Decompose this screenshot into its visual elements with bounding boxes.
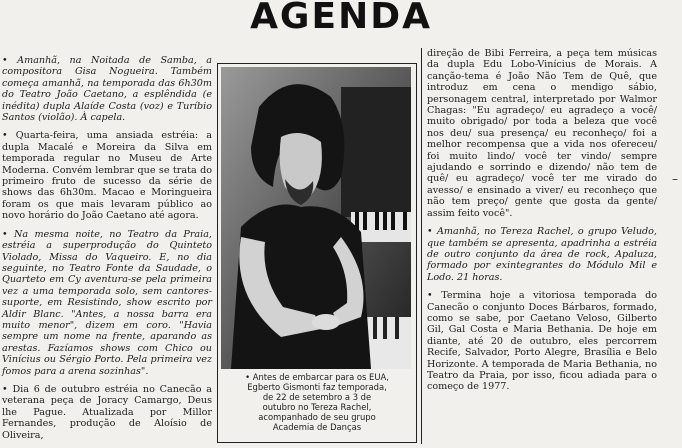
caption-line: Egberto Gismonti faz temporada, [247, 382, 387, 392]
left-column [2, 55, 212, 448]
caption-line: • Antes de embarcar para os EUA, [245, 372, 389, 382]
page-title: AGENDA [250, 0, 432, 37]
photo-caption [222, 372, 412, 432]
caption-line: acompanhado de seu grupo [258, 412, 376, 422]
paragraph-noitada: • Amanhã, na Noitada de Samba, a compositora Gisa Nogueira. Também começa amanhã, na temporada das 6h30m do Teatro João Caetano, a esplêndida (e inédita) dupla Alaíde Costa (voz) e Turíbio Santos (violão). À capela. [2, 55, 212, 124]
column-divider [421, 48, 422, 444]
paragraph-doces-barbaros: • Termina hoje a vitoriosa temporada do Canecão o conjunto Doces Bárbaros, formado, como se sabe, por Caetano Veloso, Gilberto Gil, Gal Costa e Maria Bethania. De hoje em diante, até 20 de outubro, eles percorrem Recife, Salvador, Porto Alegre, Brasília e Belo Horizonte. A temporada de Maria Bethania, no Teatro da Praia, por isso, ficou adiada para o começo de 1977. [427, 290, 657, 393]
paragraph-veludo: • Amanhã, no Tereza Rachel, o grupo Veludo, que também se apresenta, apadrinha a estréia de outro conjunto da área de rock, Apaluza, formado por exintegrantes do Módulo Mil e Lodo. 21 horas. [427, 226, 657, 283]
caption-line: Academia de Danças [272, 422, 362, 432]
paragraph-bibi-ferreira: direção de Bibi Ferreira, a peça tem músicas da dupla Edu Lobo-Vinícius de Morais. A canção-tema é João Não Tem de Quê, que introduz em cena o mendigo sábio, personagem central, interpretado por Walmor Chagas: "Eu agradeço/ eu agradeço a você/ muito obrigado/ por toda a beleza que você nos deu/ sua presença/ eu reconheço/ foi a melhor recompensa que a vida nos ofereceu/ foi muito lindo/ você ter vindo/ sempre ajudando e sorrindo e dizendo/ não tem de quê/ eu agradeço/ você ter me virado do avesso/ e ensinado a viver/ eu reconheço que não tem preço/ gente que gosta da gente/ assim feito você". [427, 48, 657, 219]
photo-frame [217, 63, 417, 443]
margin-dash: – [672, 172, 678, 186]
right-column [427, 48, 657, 400]
paragraph-quinteto: • Na mesma noite, no Teatro da Praia, estréia a superprodução do Quinteto Violado, Missa do Vaqueiro. E, no dia seguinte, no Teatro Fonte da Saudade, o Quarteto em Cy aventura-se pela primeira vez a uma temporada solo, sem cantores-suporte, em Resistindo, show escrito por Aldir Blanc. "Antes, a nossa barra era muito menor", dizem em coro. "Havia sempre um nome na frente, aparando as arestas. Fazíamos shows com Chico ou Vinícius ou Sérgio Porto. Pela primeira vez fomos para a arena sozinhas". [2, 228, 212, 377]
photo-egberto-gismonti [221, 67, 411, 369]
paragraph-macale: • Quarta-feira, uma ansiada estréia: a dupla Macalé e Moreira da Silva em temporada regular no Museu de Arte Moderna. Convém lembrar que se trata do primeiro fruto de sucesso da série de shows das 6h30m. Macao e Moringueira foram os que mais levaram público ao novo horário do João Caetano até agora. [2, 130, 212, 222]
photo-illustration [221, 67, 411, 369]
paragraph-canecao: • Dia 6 de outubro estréia no Canecão a veterana peça de Joracy Camargo, Deus lhe Pague. Atualizada por Millor Fernandes, produção de Aloísio de Oliveira, [2, 383, 212, 441]
caption-line: de 22 de setembro a 3 de [262, 392, 372, 402]
caption-line: outubro no Tereza Rachel, [262, 402, 372, 412]
